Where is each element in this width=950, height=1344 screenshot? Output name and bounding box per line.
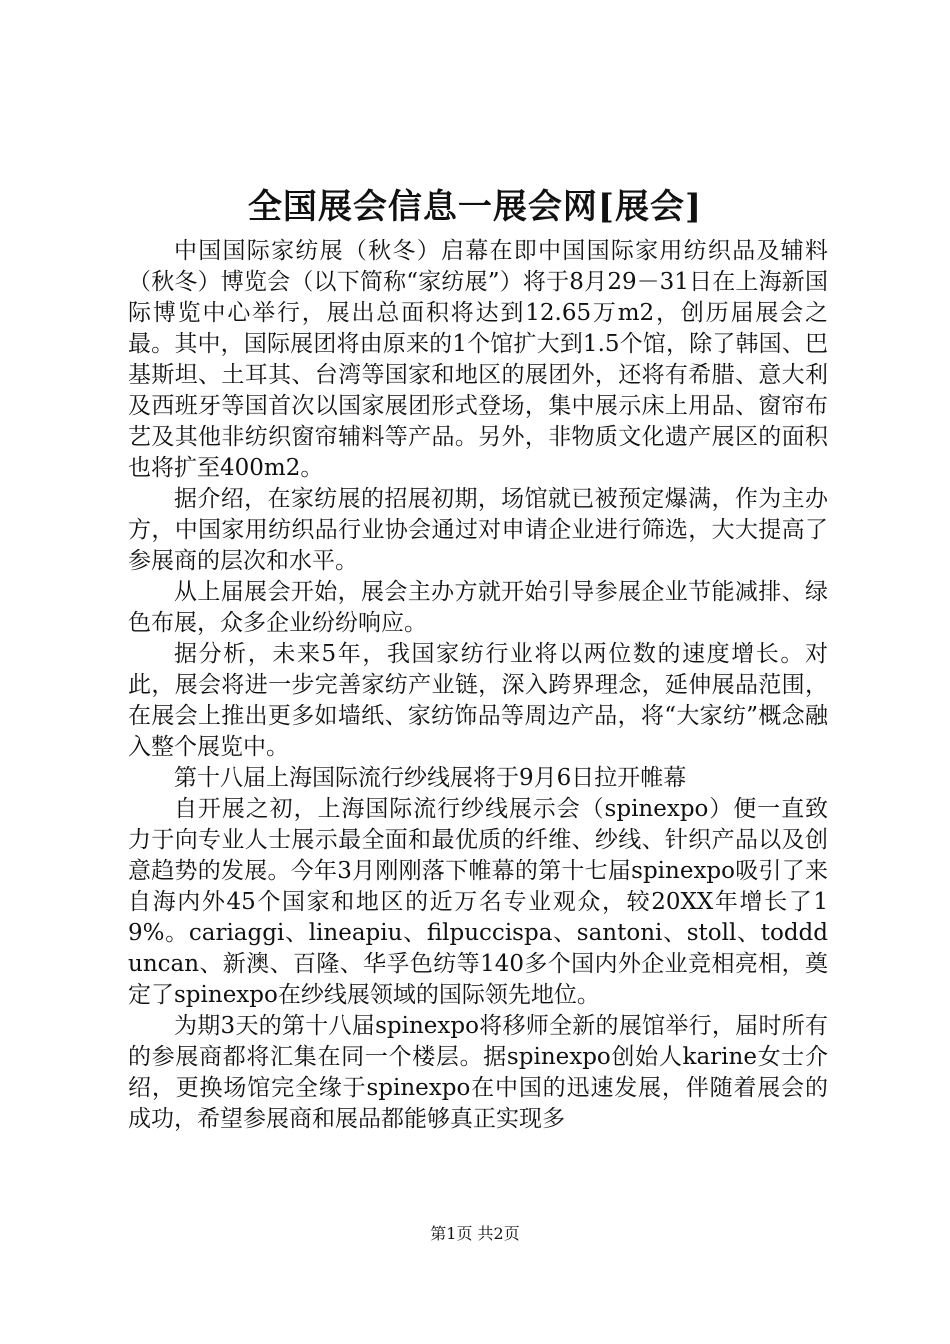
paragraph-4: 据分析，未来5年，我国家纺行业将以两位数的速度增长。对此，展会将进一步完善家纺产业链，深入跨界理念，延伸展品范围，在展会上推出更多如墙纸、家纺饰品等周边产品，将“大家纺”概念融入整个展览中。 [128,641,828,760]
document-title: 全国展会信息一展会网[展会] [247,187,703,227]
paragraph-1: 中国国际家纺展（秋冬）启幕在即中国国际家用纺织品及辅料（秋冬）博览会（以下简称“家纺展”）将于8月29－31日在上海新国际博览中心举行，展出总面积将达到12.65万m2，创历届展会之最。其中，国际展团将由原来的1个馆扩大到1.5个馆，除了韩国、巴基斯坦、土耳其、台湾等国家和地区的展团外，还将有希腊、意大利及西班牙等国首次以国家展团形式登场，集中展示床上用品、窗帘布艺及其他非纺织窗帘辅料等产品。另外，非物质文化遗产展区的面积也将扩至400m2。 [128,238,828,481]
paragraph-5: 第十八届上海国际流行纱线展将于9月6日拉开帷幕 [174,765,687,791]
paragraph-6: 自开展之初，上海国际流行纱线展示会（spinexpo）便一直致力于向专业人士展示最全面和最优质的纤维、纱线、针织产品以及创意趋势的发展。今年3月刚刚落下帷幕的第十七届spinexpo吸引了来自海内外45个国家和地区的近万名专业观众，较20XX年增长了19%。cariaggi、lineapiu、filpuccispa、santoni、stoll、toddduncan、新澳、百隆、华孚色纺等140多个国内外企业竞相亮相，奠定了spinexpo在纱线展领域的国际领先地位。 [128,796,828,1008]
page-number-footer: 第1页 共2页 [430,1224,520,1243]
paragraph-7: 为期3天的第十八届spinexpo将移师全新的展馆举行，届时所有的参展商都将汇集在同一个楼层。据spinexpo创始人karine女士介绍，更换场馆完全缘于spinexpo在中国的迅速发展，伴随着展会的成功，希望参展商和展品都能够真正实现多 [128,1013,828,1132]
paragraph-2: 据介绍，在家纺展的招展初期，场馆就已被预定爆满，作为主办方，中国家用纺织品行业协会通过对申请企业进行筛选，大大提高了参展商的层次和水平。 [128,486,828,574]
paragraph-3: 从上届展会开始，展会主办方就开始引导参展企业节能减排、绿色布展，众多企业纷纷响应。 [128,579,828,636]
document-body [128,236,828,1135]
